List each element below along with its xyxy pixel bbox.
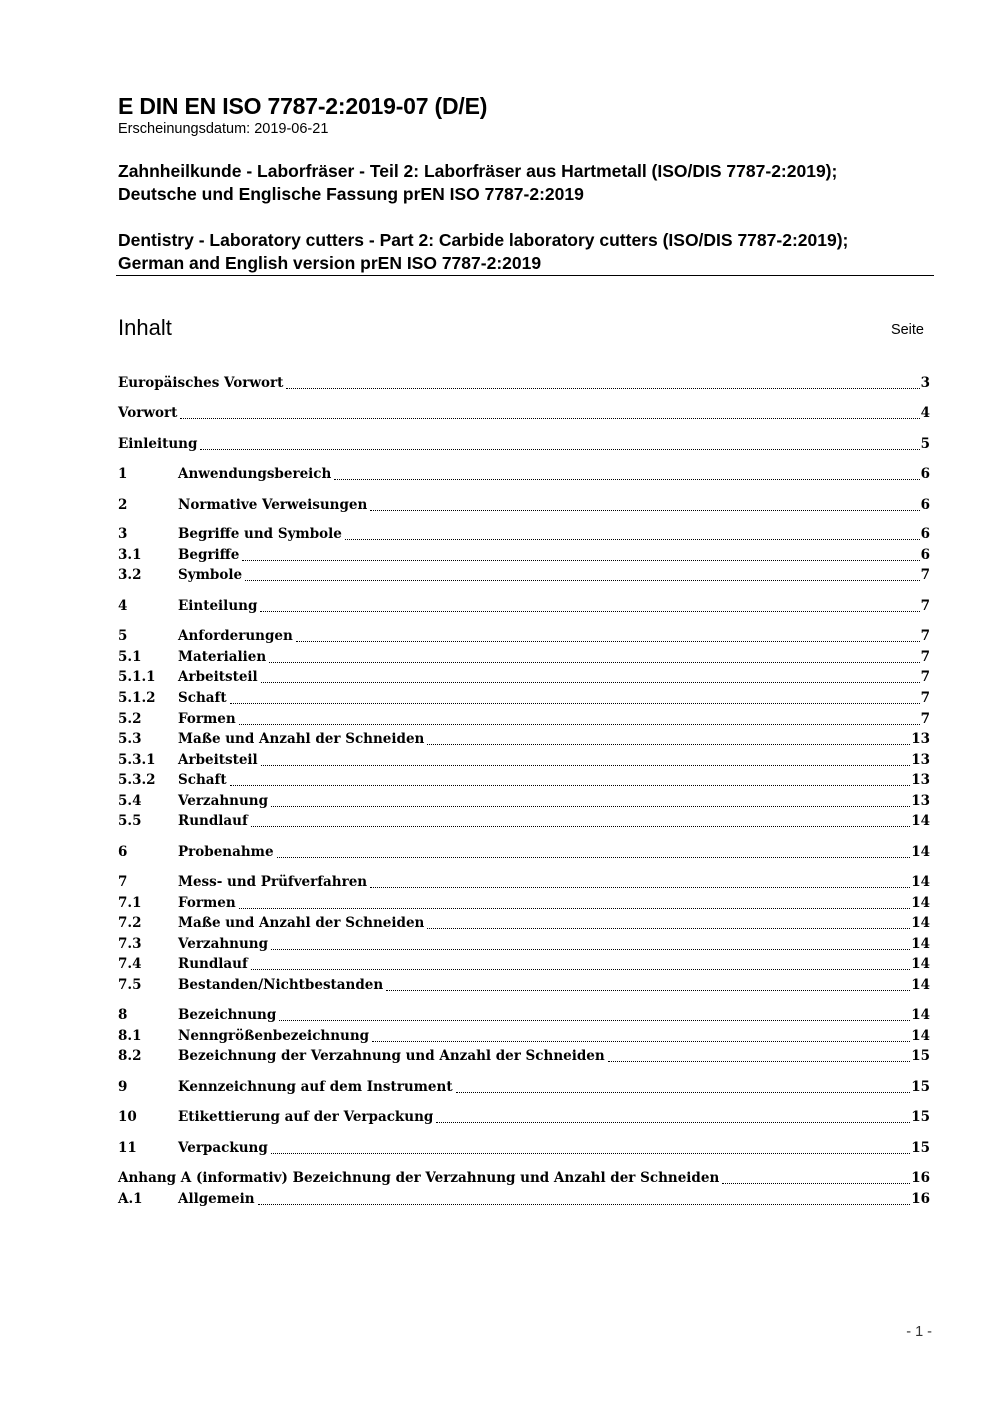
toc-entry-title: Formen [178,895,236,911]
toc-entry-title: Probenahme [178,844,274,860]
toc-entry[interactable] [118,1138,930,1158]
toc-entry-number: 2 [118,497,128,513]
toc-entry-title: Arbeitsteil [178,669,258,685]
page-number: - 1 - [906,1324,932,1340]
toc-dot-leader [239,908,911,909]
toc-entry[interactable] [118,434,930,454]
toc-entry[interactable] [118,1189,930,1209]
toc-dot-leader [271,806,910,807]
toc-entry-page: 6 [920,526,930,542]
toc-dot-leader [271,1153,910,1154]
toc-entry-number: 5.2 [118,711,142,727]
toc-entry-title: Allgemein [178,1191,255,1207]
toc-entry-number: 7.3 [118,936,142,952]
toc-entry[interactable] [118,791,930,811]
toc-entry-number: 7.4 [118,956,142,972]
toc-entry-title: Verzahnung [178,793,269,809]
toc-entry-number: 5.4 [118,793,142,809]
toc-entry[interactable] [118,872,930,892]
toc-entry[interactable] [118,647,930,667]
toc-entry-number: 5 [118,628,128,644]
toc-entry-number: 5.5 [118,813,142,829]
toc-entry-page: 15 [911,1079,930,1095]
toc-entry-number: 5.1.2 [118,690,156,706]
toc-entry-title: Normative Verweisungen [178,497,368,513]
toc-entry-number: 8 [118,1007,128,1023]
toc-entry[interactable] [118,545,930,565]
toc-entry-page: 16 [911,1191,930,1207]
toc-entry[interactable] [118,750,930,770]
toc-entry-number: 7 [118,874,128,890]
toc-entry-page: 13 [911,752,930,768]
toc-dot-leader [269,662,919,663]
toc-entry-number: 10 [118,1109,137,1125]
toc-entry-number: 5.1 [118,649,142,665]
toc-entry[interactable] [118,770,930,790]
toc-dot-leader [386,990,910,991]
toc-entry-title: Begriffe und Symbole [178,526,342,542]
toc-entry-page: 6 [920,497,930,513]
toc-entry-page: 3 [920,375,930,391]
toc-entry-number: 3 [118,526,128,542]
toc-entry-title: Begriffe [178,547,240,563]
toc-entry-title: Schaft [178,690,227,706]
toc-entry-title: Verpackung [178,1140,268,1156]
toc-entry-page: 7 [920,669,930,685]
toc-entry[interactable] [118,688,930,708]
toc-entry-title: Rundlauf [178,813,248,829]
toc-entry-title: Etikettierung auf der Verpackung [178,1109,434,1125]
toc-entry[interactable] [118,495,930,515]
toc-entry-number: 5.1.1 [118,669,156,685]
toc-dot-leader [261,682,920,683]
toc-entry-page: 14 [911,1028,930,1044]
toc-entry[interactable] [118,1026,930,1046]
toc-dot-leader [230,703,920,704]
toc-entry-title: Einteilung [178,598,258,614]
toc-entry-title: Anforderungen [178,628,293,644]
toc-entry-title: Mess- und Prüfverfahren [178,874,368,890]
toc-dot-leader [456,1092,911,1093]
toc-entry[interactable] [118,464,930,484]
toc-entry-page: 6 [920,466,930,482]
toc-dot-leader [258,1204,911,1205]
toc-dot-leader [251,826,910,827]
toc-entry-page: 5 [920,436,930,452]
toc-dot-leader [370,887,910,888]
toc-entry-number: 1 [118,466,128,482]
toc-dot-leader [427,928,910,929]
toc-entry-page: 14 [911,956,930,972]
toc-entry-title: Bezeichnung [178,1007,277,1023]
toc-dot-leader [345,539,920,540]
toc-entry-page: 14 [911,895,930,911]
toc-entry-page: 14 [911,936,930,952]
toc-dot-leader [334,479,919,480]
toc-entry-page: 15 [911,1109,930,1125]
toc-entry-title: Bestanden/Nichtbestanden [178,977,384,993]
toc-entry[interactable] [118,403,930,423]
toc-entry-number: 11 [118,1140,137,1156]
toc-entry-title: Symbole [178,567,243,583]
toc-entry-page: 14 [911,915,930,931]
toc-entry-title: Materialien [178,649,267,665]
toc-dot-leader [242,560,919,561]
toc-entry[interactable] [118,729,930,749]
toc-entry-number: 6 [118,844,128,860]
toc-entry-title: Rundlauf [178,956,248,972]
toc-entry-title: Nenngrößenbezeichnung [178,1028,370,1044]
toc-entry-page: 14 [911,1007,930,1023]
toc-entry-number: 7.2 [118,915,142,931]
toc-dot-leader [251,969,910,970]
toc-dot-leader [200,449,919,450]
toc-entry-number: 7.5 [118,977,142,993]
toc-entry[interactable] [118,524,930,544]
toc-entry[interactable] [118,1077,930,1097]
toc-entry-page: 14 [911,874,930,890]
toc-entry-title: Einleitung [118,436,198,452]
toc-entry-number: 8.1 [118,1028,142,1044]
toc-dot-leader [436,1122,910,1123]
toc-page-column-label: Seite [890,322,924,338]
toc-entry[interactable] [118,1168,930,1188]
title-english: Dentistry - Laboratory cutters - Part 2: Carbide laboratory cutters (ISO/DIS 7787-2:2019); German and English version prEN ISO 7787-2:2019 [118,230,849,273]
toc-entry-number: 5.3 [118,731,142,747]
toc-dot-leader [279,1020,910,1021]
title-german: Zahnheilkunde - Laborfräser - Teil 2: Laborfräser aus Hartmetall (ISO/DIS 7787-2:2019); Deutsche und Englische Fassung prEN ISO 7787-2:2019 [118,161,838,204]
toc-entry-title: Bezeichnung der Verzahnung und Anzahl der Schneiden [178,1048,605,1064]
toc-entry-page: 4 [920,405,930,421]
toc-entry-page: 15 [911,1140,930,1156]
toc-entry-number: 8.2 [118,1048,142,1064]
toc-entry-number: 4 [118,598,128,614]
toc-entry-title: Europäisches Vorwort [118,375,284,391]
toc-entry-title: Maße und Anzahl der Schneiden [178,915,425,931]
toc-entry-title: Schaft [178,772,227,788]
toc-entry-page: 7 [920,567,930,583]
toc-entry[interactable] [118,934,930,954]
toc-entry-title: Kennzeichnung auf dem Instrument [178,1079,453,1095]
toc-dot-leader [370,510,919,511]
toc-entry-page: 7 [920,598,930,614]
toc-entry-number: 3.2 [118,567,142,583]
toc-entry-page: 7 [920,649,930,665]
toc-dot-leader [427,744,910,745]
toc-entry-page: 7 [920,711,930,727]
toc-entry[interactable] [118,1005,930,1025]
toc-entry-page: 13 [911,772,930,788]
toc-entry[interactable] [118,1107,930,1127]
toc-dot-leader [372,1041,910,1042]
toc-entry-number: 5.3.1 [118,752,156,768]
toc-entry[interactable] [118,913,930,933]
toc-entry-page: 6 [920,547,930,563]
toc-entry-title: Vorwort [118,405,178,421]
toc-entry-title: Verzahnung [178,936,269,952]
toc-entry-title: Arbeitsteil [178,752,258,768]
toc-entry-number: 9 [118,1079,128,1095]
toc-entry-title: Anhang A (informativ) Bezeichnung der Verzahnung und Anzahl der Schneiden [118,1170,720,1186]
publication-date: Erscheinungsdatum: 2019-06-21 [118,121,329,137]
toc-entry[interactable] [118,626,930,646]
toc-entry-page: 13 [911,793,930,809]
toc-entry[interactable] [118,596,930,616]
toc-entry-page: 7 [920,690,930,706]
toc-entry[interactable] [118,373,930,393]
toc-dot-leader [260,611,919,612]
toc-entry-page: 14 [911,977,930,993]
toc-dot-leader [286,388,919,389]
toc-entry-page: 13 [911,731,930,747]
toc-entry-number: A.1 [118,1191,143,1207]
header-divider [116,275,934,276]
toc-entry-page: 15 [911,1048,930,1064]
toc-dot-leader [296,641,920,642]
toc-entry-title: Formen [178,711,236,727]
toc-heading: Inhalt [118,315,172,340]
toc-entry-page: 7 [920,628,930,644]
toc-dot-leader [245,580,920,581]
toc-entry[interactable] [118,954,930,974]
toc-dot-leader [261,765,911,766]
toc-entry-page: 14 [911,844,930,860]
toc-entry[interactable] [118,1046,930,1066]
toc-dot-leader [271,949,910,950]
toc-entry[interactable] [118,709,930,729]
toc-dot-leader [608,1061,910,1062]
toc-entry[interactable] [118,975,930,995]
toc-entry[interactable] [118,565,930,585]
toc-entry-number: 7.1 [118,895,142,911]
toc-entry[interactable] [118,667,930,687]
document-id: E DIN EN ISO 7787-2:2019-07 (D/E) [118,93,488,119]
toc-dot-leader [277,857,911,858]
toc-entry[interactable] [118,811,930,831]
toc-entry[interactable] [118,842,930,862]
toc-dot-leader [239,724,920,725]
toc-entry-title: Anwendungsbereich [178,466,332,482]
toc-dot-leader [230,785,911,786]
toc-entry-title: Maße und Anzahl der Schneiden [178,731,425,747]
toc-entry-number: 3.1 [118,547,142,563]
toc-entry-page: 16 [911,1170,930,1186]
toc-entry-number: 5.3.2 [118,772,156,788]
toc-dot-leader [722,1183,910,1184]
toc-entry-page: 14 [911,813,930,829]
toc-dot-leader [180,418,919,419]
toc-entry[interactable] [118,893,930,913]
